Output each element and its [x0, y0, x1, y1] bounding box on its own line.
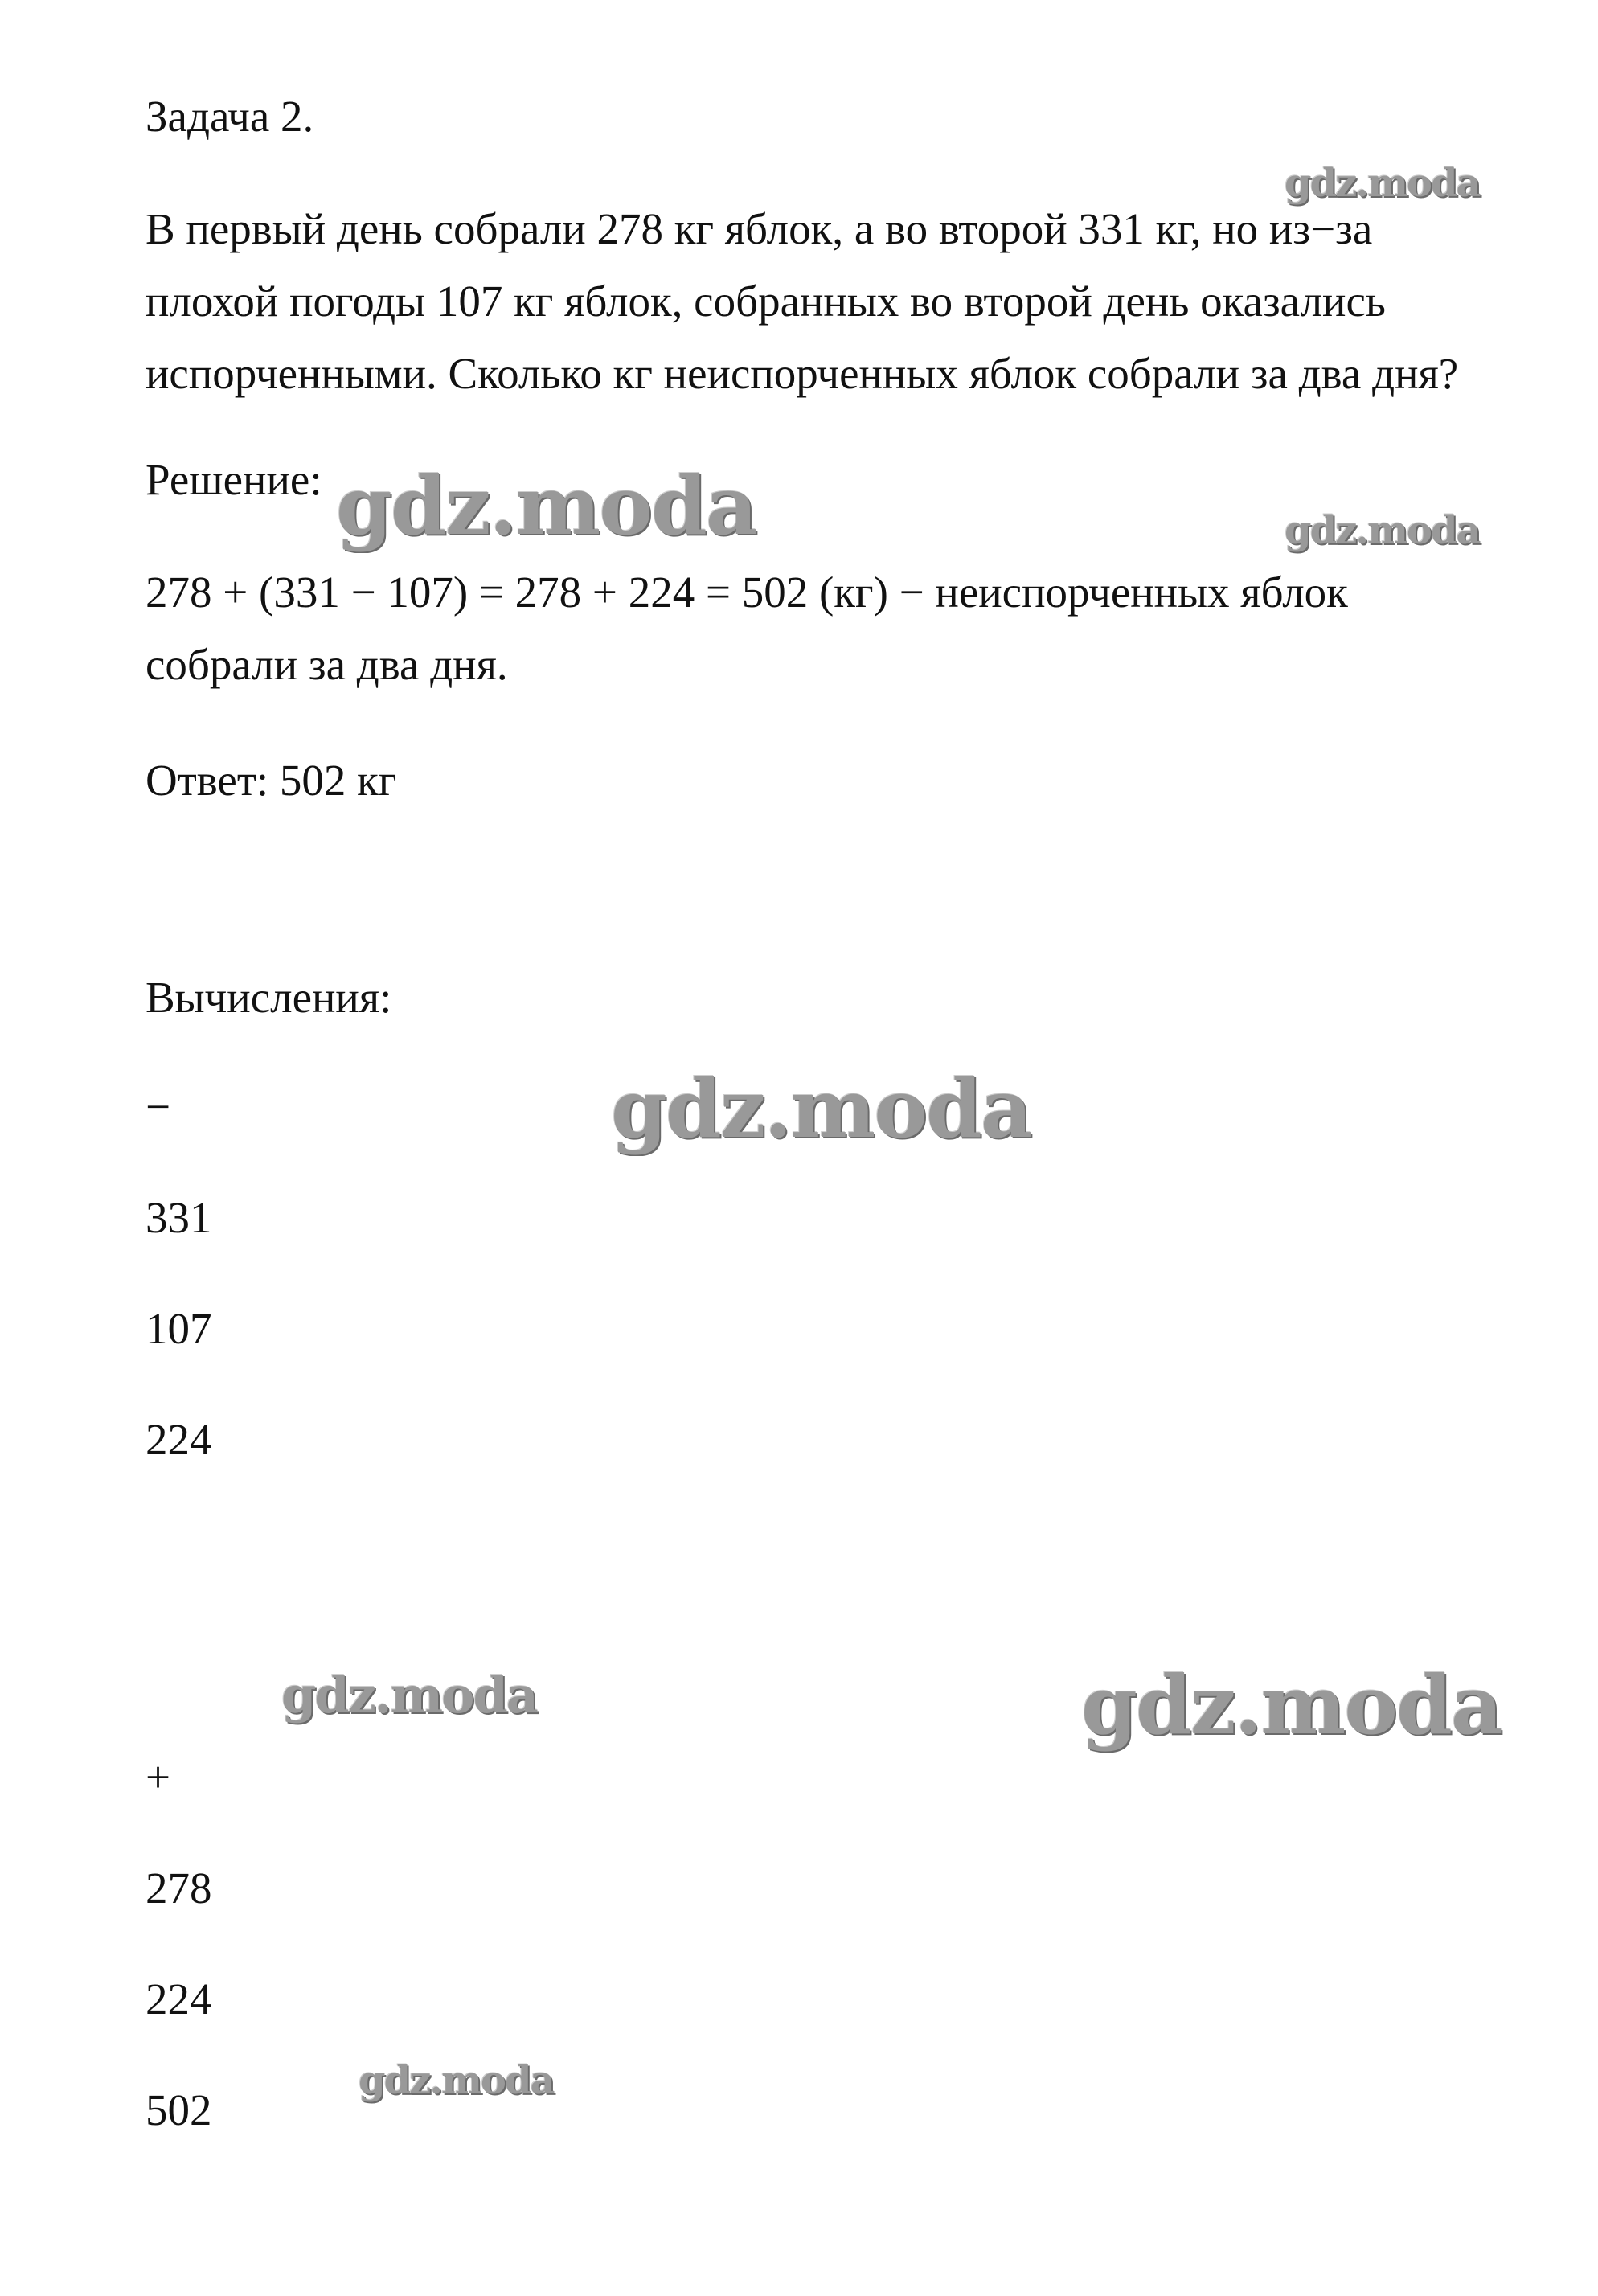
problem-statement — [145, 193, 1584, 410]
problem-line: испорченными. Сколько кг неиспорченных яблок собрали за два дня? — [145, 349, 1459, 398]
calculations-label: Вычисления: — [145, 973, 392, 1022]
addition-result: 502 — [145, 2085, 212, 2134]
subtraction-subtrahend: 107 — [145, 1304, 212, 1353]
watermark: gdz.moda — [1285, 161, 1480, 206]
task-title: Задача 2. — [145, 92, 314, 141]
watermark: gdz.moda — [1081, 1658, 1502, 1753]
watermark: gdz.moda — [1285, 508, 1480, 553]
addition-sign: + — [145, 1753, 171, 1802]
watermark: gdz.moda — [359, 2058, 554, 2103]
subtraction-minuend: 331 — [145, 1193, 212, 1242]
problem-line: плохой погоды 107 кг яблок, собранных во второй день оказались — [145, 277, 1386, 326]
watermark: gdz.moda — [611, 1061, 1031, 1156]
solution-text — [145, 556, 1584, 701]
subtraction-result: 224 — [145, 1415, 212, 1464]
problem-line: В первый день собрали 278 кг яблок, а во второй 331 кг, но из−за — [145, 204, 1373, 253]
solution-label: Решение: — [145, 455, 322, 504]
addition-addend-1: 278 — [145, 1863, 212, 1913]
answer: Ответ: 502 кг — [145, 756, 397, 805]
watermark: gdz.moda — [281, 1666, 537, 1724]
subtraction-sign: − — [145, 1082, 171, 1131]
watermark: gdz.moda — [336, 458, 756, 553]
addition-addend-2: 224 — [145, 1974, 212, 2023]
solution-line: 278 + (331 − 107) = 278 + 224 = 502 (кг) − неиспорченных яблок — [145, 568, 1348, 617]
solution-line: собрали за два дня. — [145, 640, 508, 689]
